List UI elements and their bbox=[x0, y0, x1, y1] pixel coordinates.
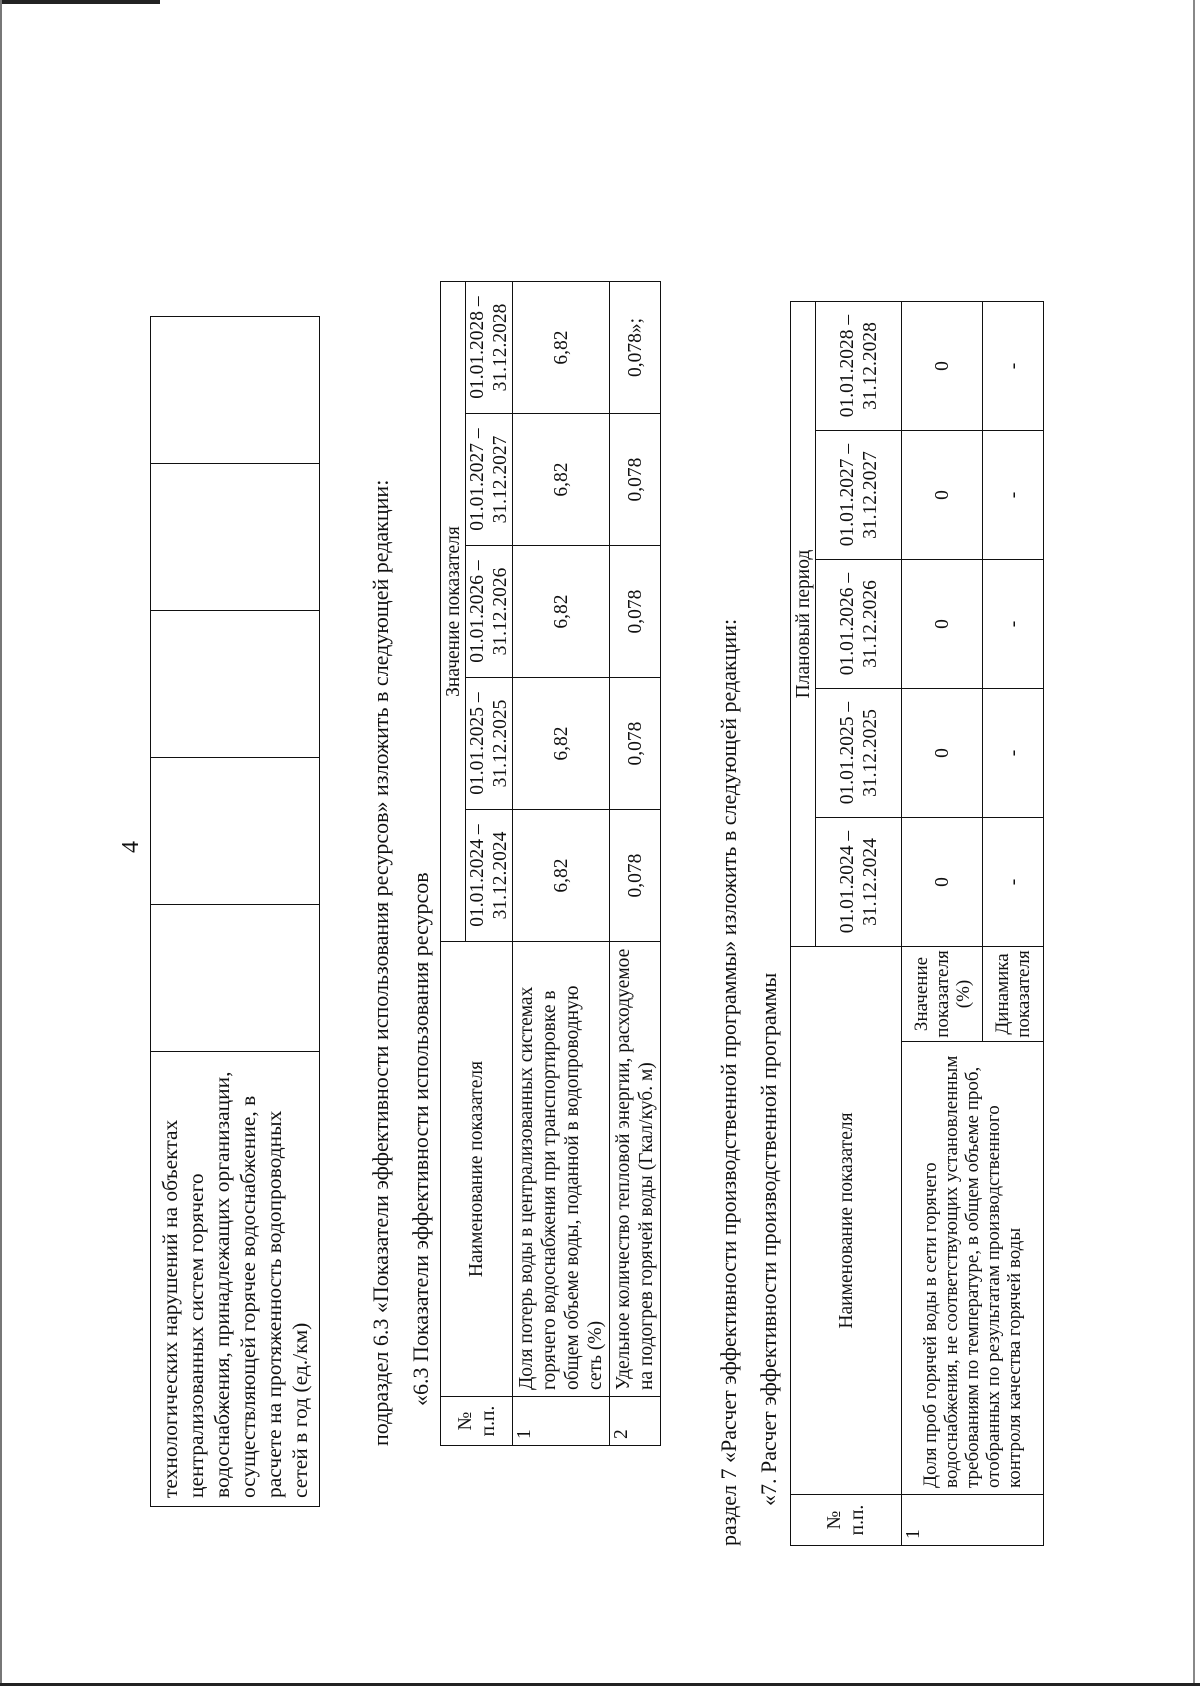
table-6-3 bbox=[440, 281, 661, 1446]
row-value: 0,078 bbox=[610, 678, 661, 810]
empty-cell bbox=[151, 611, 320, 758]
row-num: 2 bbox=[610, 1397, 661, 1446]
period-header: 01.01.2027 – 31.12.2027 bbox=[816, 431, 902, 560]
row-name: Доля потерь воды в централизованных системах горячего водоснабжения при транспортировке в общем объеме воды, поданной в водопроводную сеть (%) bbox=[513, 942, 610, 1397]
row-value: 0 bbox=[902, 302, 983, 431]
indicator-description: технологических нарушений на объектах централизованных систем горячего водоснабжения, принадлежащих организации, осуществляющей горячее водоснабжение, в расчете на протяженность водопроводных сетей в год (ед./км) bbox=[151, 1052, 320, 1507]
empty-cell bbox=[151, 317, 320, 464]
page-number: 4 bbox=[118, 841, 144, 853]
section-7-title: «7. Расчет эффективности производственной программы bbox=[756, 972, 781, 1506]
row-value: 6,82 bbox=[513, 282, 610, 414]
row-value: 0 bbox=[902, 431, 983, 560]
continuation-table bbox=[150, 316, 320, 1507]
row-value: 0 bbox=[902, 689, 983, 818]
period-header: 01.01.2028 – 31.12.2028 bbox=[816, 302, 902, 431]
value-label: Значение показателя (%) bbox=[902, 947, 983, 1042]
dynamic-label: Динамика показателя bbox=[983, 947, 1044, 1042]
row-value: 0,078 bbox=[610, 810, 661, 942]
period-header: 01.01.2024 – 31.12.2024 bbox=[466, 810, 513, 942]
row-value: 6,82 bbox=[513, 414, 610, 546]
row-value: 6,82 bbox=[513, 810, 610, 942]
table-row bbox=[902, 302, 983, 1546]
row-dynamic: - bbox=[983, 560, 1044, 689]
table-row bbox=[151, 317, 320, 1507]
period-header: 01.01.2026 – 31.12.2026 bbox=[466, 546, 513, 678]
table-header-row bbox=[441, 282, 466, 1446]
col-name-header: Наименование показателя bbox=[441, 942, 513, 1397]
table-7 bbox=[790, 301, 1044, 1546]
row-num: 1 bbox=[902, 1495, 1044, 1546]
row-value: 0,078 bbox=[610, 546, 661, 678]
table-header-row bbox=[791, 302, 816, 1546]
row-num: 1 bbox=[513, 1397, 610, 1446]
section-7-intro: раздел 7 «Расчет эффективности производственной программы» изложить в следующей редакции: bbox=[716, 618, 741, 1546]
table-row bbox=[610, 282, 661, 1446]
row-dynamic: - bbox=[983, 302, 1044, 431]
row-name: Удельное количество тепловой энергии, расходуемое на подогрев горячей воды (Гкал/куб. м) bbox=[610, 942, 661, 1397]
row-value: 0,078»; bbox=[610, 282, 661, 414]
empty-cell bbox=[151, 464, 320, 611]
section-63-intro: подраздел 6.3 «Показатели эффективности использования ресурсов» изложить в следующей редакции: bbox=[368, 479, 393, 1446]
empty-cell bbox=[151, 758, 320, 905]
section-63-title: «6.3 Показатели эффективности использования ресурсов bbox=[408, 872, 433, 1406]
col-values-header: Значение показателя bbox=[441, 282, 466, 942]
period-header: 01.01.2024 – 31.12.2024 bbox=[816, 818, 902, 947]
period-header: 01.01.2025 – 31.12.2025 bbox=[816, 689, 902, 818]
col-name-header: Наименование показателя bbox=[791, 947, 902, 1495]
row-value: 0,078 bbox=[610, 414, 661, 546]
row-name: Доля проб горячей воды в сети горячего водоснабжения, не соответствующих установленным требованиям по температуре, в общем объеме проб, отобранных по результатам производственного контроля качества горячей воды bbox=[902, 1042, 1044, 1495]
empty-cell bbox=[151, 905, 320, 1052]
period-header: 01.01.2027 – 31.12.2027 bbox=[466, 414, 513, 546]
table-row bbox=[513, 282, 610, 1446]
row-dynamic: - bbox=[983, 818, 1044, 947]
period-header: 01.01.2028 – 31.12.2028 bbox=[466, 282, 513, 414]
row-value: 6,82 bbox=[513, 678, 610, 810]
row-value: 6,82 bbox=[513, 546, 610, 678]
period-header: 01.01.2025 – 31.12.2025 bbox=[466, 678, 513, 810]
col-plan-header: Плановый период bbox=[791, 302, 816, 947]
row-value: 0 bbox=[902, 818, 983, 947]
row-dynamic: - bbox=[983, 431, 1044, 560]
row-dynamic: - bbox=[983, 689, 1044, 818]
period-header: 01.01.2026 – 31.12.2026 bbox=[816, 560, 902, 689]
col-num-header: № п.п. bbox=[441, 1397, 513, 1446]
row-value: 0 bbox=[902, 560, 983, 689]
col-num-header: № п.п. bbox=[791, 1495, 902, 1546]
